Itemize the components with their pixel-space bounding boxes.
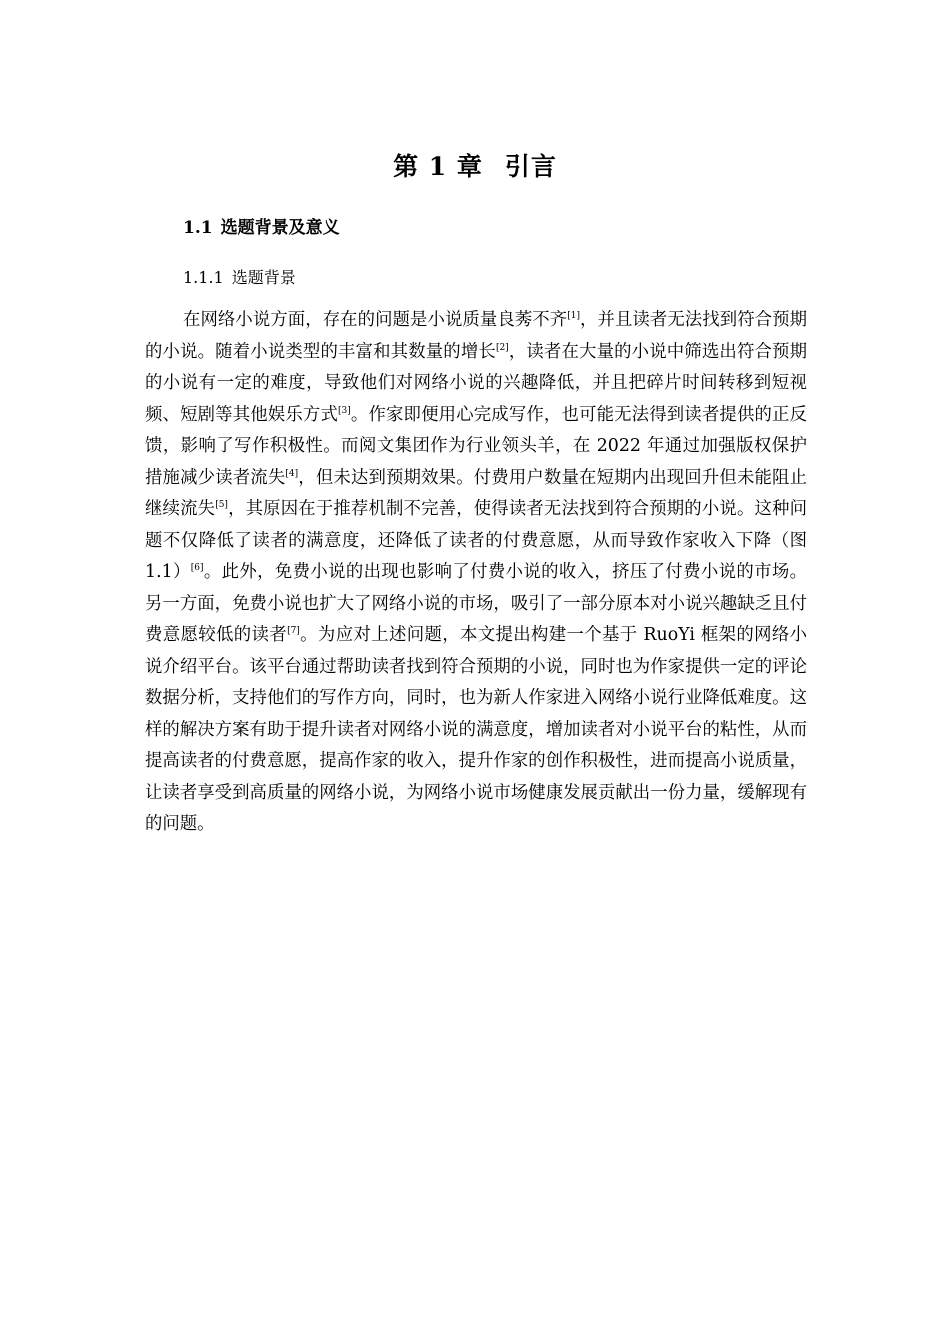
citation-2: [2] <box>495 342 509 353</box>
chapter-title <box>0 149 950 185</box>
citation-7: [7] <box>287 626 300 636</box>
paragraph-text: 。作家即便用心完成写作，也可能无法得到读者提供的正反馈，影响了写作积极性。而阅文集团作为行业领头羊，在 2022 年通过加强版权保护措施减少读者流失 <box>145 404 807 488</box>
subsection-number: 1.1.1 <box>183 268 224 287</box>
paragraph-text: ，但未达到预期效果。付费用户数量在短期内出现回升但未能阻止继续流失 <box>145 467 807 519</box>
citation-1: [1] <box>567 311 580 321</box>
citation-4: [4] <box>285 468 299 479</box>
chapter-name: 引言 <box>504 152 557 181</box>
section-heading <box>183 216 340 240</box>
paragraph-text: 。为应对上述问题，本文提出构建一个基于 RuoYi 框架的网络小说介绍平台。该平台通过帮助读者找到符合预期的小说，同时也为作家提供一定的评论数据分析，支持他们的写作方向，同时，也为新人作家进入网络小说行业降低难度。这样的解决方案有助于提升读者对网络小说的满意度，增加读者对小说平台的粘性，从而提高读者的付费意愿，提高作家的收入，提升作家的创作积极性，进而提高小说质量，让读者享受到高质量的网络小说，为网络小说市场健康发展贡献出一份力量，缓解现有的问题。 <box>145 625 807 834</box>
body-paragraph <box>145 305 807 841</box>
section-number: 1.1 <box>183 218 213 238</box>
section-name: 选题背景及意义 <box>220 218 340 238</box>
paragraph-text: 在网络小说方面，存在的问题是小说质量良莠不齐 <box>183 310 568 330</box>
paragraph-text: ，读者在大量的小说中筛选出符合预期的小说有一定的难度，导致他们对网络小说的兴趣降低，并且把碎片时间转移到短视频、短剧等其他娱乐方式 <box>145 341 807 425</box>
subsection-name: 选题背景 <box>231 268 296 287</box>
chapter-label: 第 1 章 <box>393 152 483 181</box>
subsection-heading <box>183 266 296 290</box>
paragraph-text: ，并且读者无法找到符合预期的小说。随着小说类型的丰富和其数量的增长 <box>145 310 807 362</box>
citation-5: [5] <box>215 500 228 510</box>
paragraph-text: ，其原因在于推荐机制不完善，使得读者无法找到符合预期的小说。这种问题不仅降低了读者的满意度，还降低了读者的付费意愿，从而导致作家收入下降（图 1.1） <box>145 499 807 582</box>
citation-3: [3] <box>338 405 351 416</box>
paragraph-text: 。此外，免费小说的出现也影响了付费小说的收入，挤压了付费小说的市场。另一方面，免费小说也扩大了网络小说的市场，吸引了一部分原本对小说兴趣缺乏且付费意愿较低的读者 <box>145 562 807 645</box>
citation-6: [6] <box>190 563 204 573</box>
